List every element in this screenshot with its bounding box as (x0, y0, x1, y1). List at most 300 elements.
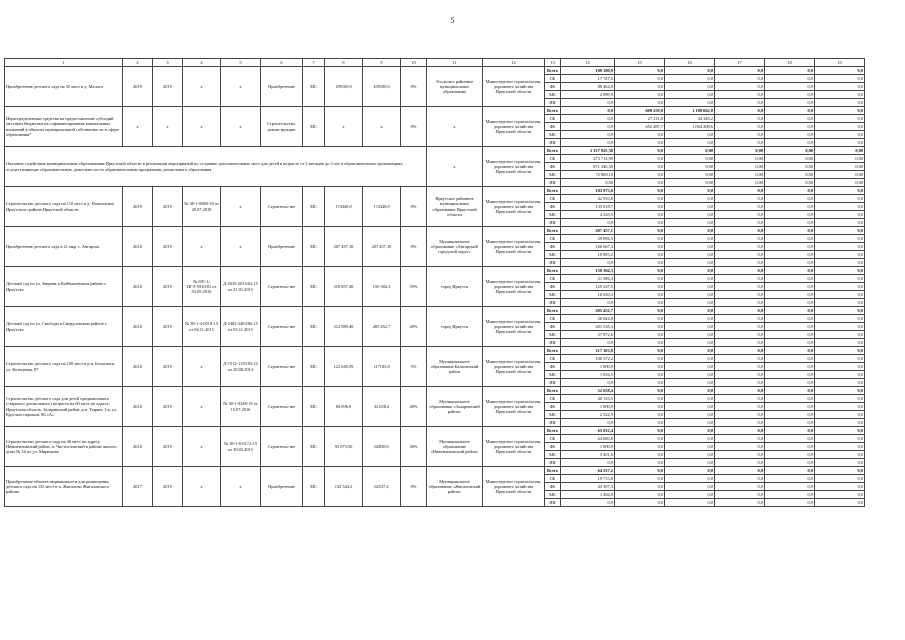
expertise-cell: х (183, 67, 221, 107)
start-year-cell: 2019 (123, 67, 153, 107)
amount-cell: 64 680,8 (561, 435, 615, 443)
estimated-cost-cell: х (325, 107, 363, 147)
amount-cell: 0,0 (765, 419, 815, 427)
municipality-cell: Муниципальное образование «Нижнеилимский район» (427, 427, 483, 467)
amount-cell: 0,00 (815, 147, 865, 155)
design-doc-cell: х (221, 227, 261, 267)
amount-cell: 21 586,4 (561, 275, 615, 283)
table-row (5, 467, 865, 475)
amount-cell: 0,0 (615, 275, 665, 283)
table-row (5, 347, 865, 355)
amount-cell: 0,0 (665, 451, 715, 459)
amount-cell: 0,0 (765, 411, 815, 419)
amount-cell: 0,0 (765, 347, 815, 355)
expertise-cell: № 38-1-0680-18 от 20.07.2018 (183, 187, 221, 227)
amount-cell: 0,0 (665, 475, 715, 483)
funding-source-cell: ФБ (545, 283, 561, 291)
amount-cell: 129 247,5 (561, 283, 615, 291)
funding-source-cell: ОБ (545, 395, 561, 403)
amount-cell: 0,0 (815, 467, 865, 475)
amount-cell: 0,00 (815, 171, 865, 179)
start-year-cell: х (123, 107, 153, 147)
table-row (5, 107, 865, 115)
amount-cell: 0,0 (715, 403, 765, 411)
expertise-cell: № 691-1/ИГЭ-5910/01 от 03.05.2016 (183, 267, 221, 307)
amount-cell: 0,0 (561, 107, 615, 115)
amount-cell: 135 818,7 (561, 203, 615, 211)
amount-cell: 0,0 (561, 299, 615, 307)
amount-cell: 0,0 (765, 443, 815, 451)
amount-cell: 0,0 (715, 467, 765, 475)
estimated-cost-cell: 84 096,0 (325, 387, 363, 427)
readiness-cell: 0% (401, 467, 427, 507)
funding-source-cell: ИИ (545, 459, 561, 467)
amount-cell: 0,0 (765, 107, 815, 115)
table-row (5, 67, 865, 75)
amount-cell: 0,0 (815, 331, 865, 339)
funding-source-cell: ОБ (545, 195, 561, 203)
amount-cell: 0,0 (561, 99, 615, 107)
amount-cell: 0,0 (665, 219, 715, 227)
amount-cell: 0,0 (665, 75, 715, 83)
funding-source-cell: ОБ (545, 155, 561, 163)
amount-cell: 19 715,8 (561, 475, 615, 483)
amount-cell: 0,0 (665, 99, 715, 107)
readiness-cell: 0% (401, 227, 427, 267)
amount-cell: 0,00 (765, 163, 815, 171)
work-type-cell: Приобретение (261, 467, 303, 507)
amount-cell: 0,0 (615, 67, 665, 75)
amount-cell: 0,0 (815, 211, 865, 219)
amount-cell: 0,0 (815, 267, 865, 275)
amount-cell: 0,0 (665, 379, 715, 387)
funding-source-cell: МБ (545, 91, 561, 99)
column-number: 19 (815, 59, 865, 67)
amount-cell: 0,0 (561, 219, 615, 227)
amount-cell: 0,0 (665, 291, 715, 299)
amount-cell: 0,0 (665, 195, 715, 203)
amount-cell: 0,0 (665, 315, 715, 323)
funding-source-cell: Всего (545, 467, 561, 475)
amount-cell: 0,0 (615, 171, 665, 179)
amount-cell: 0,0 (815, 379, 865, 387)
amount-cell: 0,0 (665, 139, 715, 147)
amount-cell: 0,0 (615, 203, 665, 211)
amount-cell: 0,00 (715, 171, 765, 179)
amount-cell: 0,0 (615, 147, 665, 155)
amount-cell: 0,00 (561, 179, 615, 187)
amount-cell: 0,0 (715, 299, 765, 307)
funding-source-cell: ОБ (545, 475, 561, 483)
amount-cell: 0,0 (715, 379, 765, 387)
column-number: 5 (221, 59, 261, 67)
amount-cell: 0,0 (815, 259, 865, 267)
amount-cell: 0,0 (765, 395, 815, 403)
amount-cell: 0,0 (615, 243, 665, 251)
amount-cell: 0,0 (715, 323, 765, 331)
expertise-cell: х (183, 347, 221, 387)
funding-source-cell: Всего (545, 387, 561, 395)
amount-cell: 0,0 (615, 251, 665, 259)
amount-cell: 100 372,2 (561, 355, 615, 363)
amount-cell: 2 522,9 (561, 411, 615, 419)
amount-cell: 0,0 (615, 187, 665, 195)
amount-cell: 0,0 (715, 267, 765, 275)
column-number: 17 (715, 59, 765, 67)
amount-cell: 0,0 (715, 339, 765, 347)
amount-cell: 0,0 (715, 459, 765, 467)
table-row (5, 267, 865, 275)
object-name-cell: Детский сад по ул. Зверева в Куйбышевском районе г. Иркутска (5, 267, 123, 307)
remaining-cost-cell: 205 452,7 (363, 307, 401, 347)
amount-cell: 0,0 (765, 251, 815, 259)
amount-cell: 88 464,0 (561, 83, 615, 91)
amount-cell: 26 044,8 (561, 315, 615, 323)
readiness-cell: 20% (401, 307, 427, 347)
amount-cell: 0,0 (765, 363, 815, 371)
amount-cell: 0,0 (561, 419, 615, 427)
amount-cell: 0,0 (715, 219, 765, 227)
amount-cell: 0,0 (815, 363, 865, 371)
amount-cell: 0,0 (765, 299, 815, 307)
ownership-cell: МС (303, 307, 325, 347)
funding-source-cell: ИИ (545, 179, 561, 187)
readiness-cell: 40% (401, 387, 427, 427)
amount-cell: 0,0 (665, 259, 715, 267)
amount-cell: 0,0 (665, 299, 715, 307)
table-row (5, 307, 865, 315)
amount-cell: 0,0 (715, 395, 765, 403)
object-name-cell: Строительство детского сада на 110 мест в д. Новолисиха Иркутского района Иркутской области (5, 187, 123, 227)
amount-cell: 0,0 (715, 115, 765, 123)
remaining-cost-cell: 32 658,4 (363, 387, 401, 427)
amount-cell: 3 401,6 (561, 451, 615, 459)
amount-cell: 207 457,1 (561, 227, 615, 235)
design-doc-cell: х (221, 467, 261, 507)
funding-source-cell: МБ (545, 211, 561, 219)
amount-cell: 0,0 (715, 227, 765, 235)
amount-cell: 0,0 (715, 283, 765, 291)
amount-cell: 0,00 (665, 147, 715, 155)
amount-cell: 0,0 (715, 419, 765, 427)
amount-cell: 0,0 (765, 187, 815, 195)
end-year-cell: х (153, 107, 183, 147)
amount-cell: 0,0 (715, 131, 765, 139)
amount-cell: 0,0 (715, 307, 765, 315)
amount-cell: 0,0 (765, 435, 815, 443)
amount-cell: 52 658,4 (561, 387, 615, 395)
expertise-cell: х (183, 467, 221, 507)
estimated-cost-cell: 122 640,59 (325, 347, 363, 387)
municipality-cell: город Иркутск (427, 267, 483, 307)
amount-cell: 0,0 (615, 139, 665, 147)
design-doc-cell: Д-2635-2015/02.15 от 21.01.2015 (221, 267, 261, 307)
start-year-cell: 2018 (123, 307, 153, 347)
work-type-cell: Приобретение (261, 67, 303, 107)
column-number: 14 (561, 59, 615, 67)
amount-cell: 0,0 (715, 475, 765, 483)
amount-cell: 0,0 (815, 291, 865, 299)
amount-cell: 0,0 (815, 307, 865, 315)
funding-source-cell: ИИ (545, 99, 561, 107)
amount-cell: 0,0 (615, 155, 665, 163)
amount-cell: 109 100,9 (561, 67, 615, 75)
amount-cell: 0,0 (561, 499, 615, 507)
amount-cell: 0,0 (765, 75, 815, 83)
amount-cell: 0,0 (615, 307, 665, 315)
start-year-cell: 2018 (123, 387, 153, 427)
amount-cell: 0,0 (615, 291, 665, 299)
amount-cell: 0,0 (815, 443, 865, 451)
amount-cell: 0,0 (715, 187, 765, 195)
design-doc-cell: х (221, 67, 261, 107)
amount-cell: 0,0 (815, 91, 865, 99)
amount-cell: 0,0 (815, 203, 865, 211)
amount-cell: 0,0 (765, 355, 815, 363)
amount-cell: 0,0 (765, 467, 815, 475)
object-name-cell: Детский сад по ул. Свободы в Свердловском районе г. Иркутска (5, 307, 123, 347)
amount-cell: 0,0 (615, 451, 665, 459)
amount-cell: 0,0 (815, 411, 865, 419)
funding-source-cell: ИИ (545, 259, 561, 267)
municipality-cell: х (427, 147, 483, 187)
amount-cell: 0,0 (815, 459, 865, 467)
amount-cell: 0,0 (615, 131, 665, 139)
end-year-cell: 2019 (153, 307, 183, 347)
readiness-cell: 5% (401, 347, 427, 387)
amount-cell: 0,0 (815, 371, 865, 379)
work-type-cell: Строительство (261, 307, 303, 347)
customer-cell: Министерство строительства, дорожного хозяйства Иркутской области (483, 267, 545, 307)
amount-cell: 0,0 (665, 491, 715, 499)
funding-source-cell: ОБ (545, 235, 561, 243)
amount-cell: 0,0 (665, 203, 715, 211)
design-doc-cell: № 38-1-0348-16 от 10.07.2016 (221, 387, 261, 427)
amount-cell: 0,0 (715, 107, 765, 115)
remaining-cost-cell: 174348,9 (363, 187, 401, 227)
amount-cell: 0,0 (815, 275, 865, 283)
amount-cell: 0,0 (615, 83, 665, 91)
amount-cell: 0,0 (715, 75, 765, 83)
amount-cell: 0,0 (765, 195, 815, 203)
amount-cell: 0,0 (715, 491, 765, 499)
amount-cell: 0,0 (815, 243, 865, 251)
amount-cell: 0,0 (615, 459, 665, 467)
end-year-cell: 2019 (153, 387, 183, 427)
amount-cell: 0,00 (665, 171, 715, 179)
amount-cell: 0,0 (715, 235, 765, 243)
amount-cell: 0,0 (765, 331, 815, 339)
municipality-cell: Иркутское районное муниципальное образование Иркутской области (427, 187, 483, 227)
amount-cell: 0,0 (815, 419, 865, 427)
column-number: 13 (545, 59, 561, 67)
amount-cell: 0,0 (615, 379, 665, 387)
amount-cell: 0,00 (765, 147, 815, 155)
remaining-cost-cell: 64830,8 (363, 427, 401, 467)
column-number: 16 (665, 59, 715, 67)
amount-cell: 0,0 (615, 363, 665, 371)
funding-source-cell: МБ (545, 251, 561, 259)
amount-cell: 0,0 (765, 115, 815, 123)
amount-cell: 0,0 (715, 139, 765, 147)
design-doc-cell: х (221, 187, 261, 227)
amount-cell: 0,0 (815, 139, 865, 147)
amount-cell: 0,00 (815, 163, 865, 171)
ownership-cell: МС (303, 267, 325, 307)
amount-cell: 0,0 (615, 467, 665, 475)
amount-cell: 0,0 (615, 395, 665, 403)
amount-cell: 0,0 (615, 211, 665, 219)
amount-cell: 0,0 (815, 67, 865, 75)
amount-cell: 43 397,3 (561, 483, 615, 491)
amount-cell: 0,0 (561, 459, 615, 467)
object-name-cell: Нераспределенные средства на предоставление субсидий местным бюджетам на софинансирование капитальных вложений в объекты муниципальной собственности в сфере образования* (5, 107, 123, 147)
funding-source-cell: Всего (545, 227, 561, 235)
table-row (5, 387, 865, 395)
amount-cell: 0,0 (815, 227, 865, 235)
table-row (5, 427, 865, 435)
funding-source-cell: Всего (545, 67, 561, 75)
amount-cell: 0,0 (765, 459, 815, 467)
ownership-cell: МС (303, 107, 325, 147)
amount-cell: 0,0 (665, 251, 715, 259)
funding-source-cell: МБ (545, 171, 561, 179)
amount-cell: 1 000,0 (561, 443, 615, 451)
amount-cell: 10 893,2 (561, 251, 615, 259)
amount-cell: 0,0 (665, 459, 715, 467)
amount-cell: 0,0 (615, 483, 665, 491)
amount-cell: 0,0 (815, 299, 865, 307)
amount-cell: 0,0 (815, 451, 865, 459)
amount-cell: 0,0 (615, 339, 665, 347)
funding-source-cell: ФБ (545, 403, 561, 411)
amount-cell: 0,0 (815, 283, 865, 291)
object-name-cell: Строительство детского сада на 100 мест в р.п. Балаганск, ул. Кольцевая, 97 (5, 347, 123, 387)
amount-cell: 1 000,0 (561, 403, 615, 411)
amount-cell: 0,0 (665, 243, 715, 251)
work-type-cell: Строительство (261, 347, 303, 387)
amount-cell: 0,0 (615, 499, 665, 507)
estimated-cost-cell: 93 073,50 (325, 427, 363, 467)
amount-cell: 201 535,3 (561, 323, 615, 331)
design-doc-cell: № 38-1-6-0172-15 от 30.03.2015 (221, 427, 261, 467)
amount-cell: 0,0 (765, 371, 815, 379)
amount-cell: 0,0 (665, 403, 715, 411)
municipality-cell: Муниципальное образование Балаганский район (427, 347, 483, 387)
amount-cell: 183 973,6 (561, 187, 615, 195)
column-number: 7 (303, 59, 325, 67)
amount-cell: 1 816,5 (561, 371, 615, 379)
amount-cell: 0,0 (665, 467, 715, 475)
ownership-cell: МС (303, 467, 325, 507)
amount-cell: 0,0 (815, 235, 865, 243)
amount-cell: 0,0 (615, 283, 665, 291)
readiness-cell: 0% (401, 107, 427, 147)
amount-cell: 0,0 (665, 355, 715, 363)
customer-cell: Министерство строительства, дорожного хозяйства Иркутской области (483, 307, 545, 347)
municipality-cell: Усольское районное муниципальное образование (427, 67, 483, 107)
ownership-cell: МС (303, 387, 325, 427)
amount-cell: 0,0 (615, 427, 665, 435)
amount-cell: 64 537,2 (561, 467, 615, 475)
ownership-cell: МС (303, 67, 325, 107)
funding-source-cell: ФБ (545, 163, 561, 171)
funding-source-cell: МБ (545, 291, 561, 299)
end-year-cell: 2019 (153, 267, 183, 307)
amount-cell: 0,0 (561, 339, 615, 347)
object-name-cell: Приобретение детского сада в 21 мкр. г. Ангарска (5, 227, 123, 267)
expertise-cell: х (183, 107, 221, 147)
amount-cell: 0,0 (765, 475, 815, 483)
funding-source-cell: МБ (545, 411, 561, 419)
amount-cell: 0,0 (765, 379, 815, 387)
amount-cell: 0,0 (765, 219, 815, 227)
amount-cell: 0,0 (615, 91, 665, 99)
funding-source-cell: ФБ (545, 243, 561, 251)
amount-cell: 0,0 (815, 83, 865, 91)
amount-cell: 0,0 (665, 131, 715, 139)
amount-cell: 0,0 (615, 99, 665, 107)
amount-cell: 0,0 (765, 235, 815, 243)
amount-cell: 0,0 (815, 131, 865, 139)
amount-cell: 17 747,0 (561, 75, 615, 83)
funding-source-cell: ИИ (545, 299, 561, 307)
amount-cell: 0,0 (615, 443, 665, 451)
amount-cell: 0,0 (715, 203, 765, 211)
amount-cell: 0,0 (665, 347, 715, 355)
funding-source-cell: ОБ (545, 275, 561, 283)
funding-source-cell: ФБ (545, 443, 561, 451)
amount-cell: 0,0 (615, 411, 665, 419)
amount-cell: 0,0 (765, 323, 815, 331)
amount-cell: 0,0 (765, 275, 815, 283)
amount-cell: 0,0 (715, 371, 765, 379)
estimated-cost-cell: 174348,9 (325, 187, 363, 227)
amount-cell: 0,0 (665, 83, 715, 91)
remaining-cost-cell: 150 384,3 (363, 267, 401, 307)
amount-cell: 652 487,7 (615, 123, 665, 131)
amount-cell: 0,0 (665, 235, 715, 243)
customer-cell: Министерство строительства, дорожного хозяйства Иркутской области (483, 107, 545, 147)
readiness-cell: 0% (401, 187, 427, 227)
amount-cell: 0,0 (715, 355, 765, 363)
amount-cell: 0,0 (715, 195, 765, 203)
amount-cell: 29 096,5 (561, 235, 615, 243)
ownership-cell: МС (303, 347, 325, 387)
remaining-cost-cell: 117103,8 (363, 347, 401, 387)
amount-cell: 0,0 (665, 427, 715, 435)
estimated-cost-cell: 207 457,10 (325, 227, 363, 267)
amount-cell: 0,0 (715, 259, 765, 267)
funding-source-cell: МБ (545, 371, 561, 379)
amount-cell: 0,0 (715, 275, 765, 283)
amount-cell: 0,0 (665, 387, 715, 395)
amount-cell: 0,0 (615, 491, 665, 499)
object-name-cell: Строительство детского сада на 40 мест по адресу: Нижнеилимский район, п. Чистохловский в районе жилого дома № 16 по ул. Мирюкова (5, 427, 123, 467)
funding-source-cell: ИИ (545, 339, 561, 347)
amount-cell: 0,0 (815, 315, 865, 323)
amount-cell: 0,0 (765, 283, 815, 291)
amount-cell: 0,0 (765, 211, 815, 219)
funding-source-cell: ОБ (545, 315, 561, 323)
amount-cell: 0,0 (815, 355, 865, 363)
amount-cell: 0,0 (715, 67, 765, 75)
column-number-row (5, 59, 865, 67)
amount-cell: 0,0 (615, 235, 665, 243)
end-year-cell: 2019 (153, 427, 183, 467)
amount-cell: 1 108 662,8 (665, 107, 715, 115)
amount-cell: 0,0 (765, 259, 815, 267)
